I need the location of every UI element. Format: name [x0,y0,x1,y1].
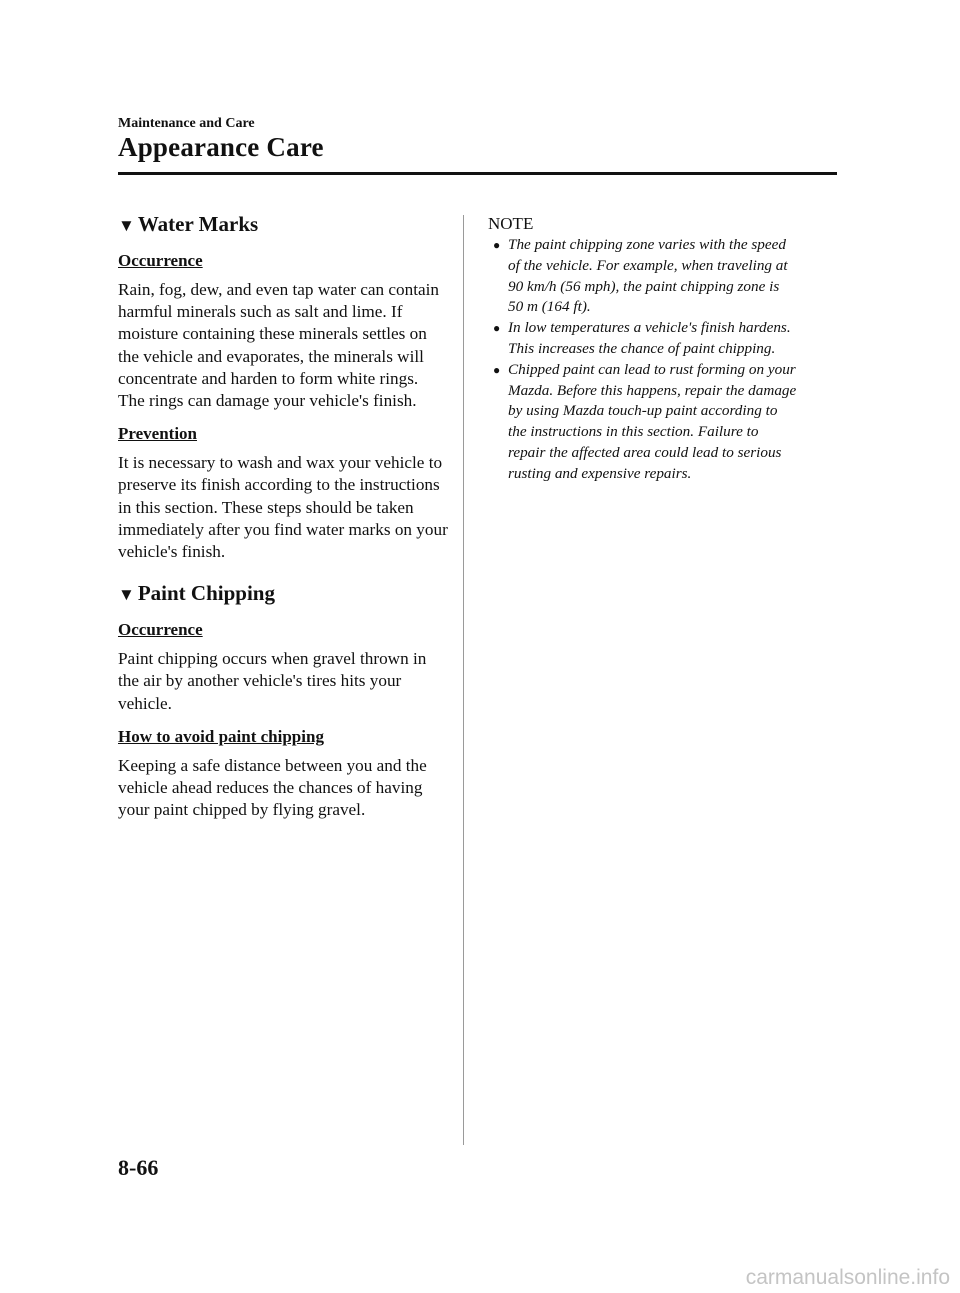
paint-chipping-heading [118,579,448,609]
note-item: ● Chipped paint can lead to rust forming on your Mazda. Before this happens, repair the damage by using Mazda touch-up paint according to the instructions in this section. Failure to repair the affected area could lead to serious rusting and expensive repairs. [493,360,797,482]
avoid-chipping-text: Keeping a safe distance between you and the vehicle ahead reduces the chances of having your paint chipped by flying gravel. [118,755,427,820]
triangle-down-icon: ▼ [118,216,135,235]
water-marks-heading [118,210,448,240]
note-item: ● The paint chipping zone varies with the speed of the vehicle. For example, when traveling at 90 km/h (56 mph), the paint chipping zone is 50 m (164 ft). [493,236,788,316]
water-marks-heading-text: Water Marks [137,212,259,236]
column-divider [463,215,464,1145]
note-title: NOTE [488,214,534,233]
right-column [488,213,798,485]
section-label: Maintenance and Care [118,116,255,131]
avoid-chipping-label: How to avoid paint chipping [118,726,324,746]
paint-chipping-occurrence-label: Occurrence [118,620,203,640]
left-column [118,210,448,821]
triangle-down-icon: ▼ [118,585,135,605]
water-marks-prevention-text: It is necessary to wash and wax your vehicle to preserve its finish according to the instructions in this section. These steps should be taken immediately after you find water marks on your vehicle's finish. [118,453,448,562]
paint-chipping-occurrence-text: Paint chipping occurs when gravel thrown in the air by another vehicle's tires hits your vehicle. [118,649,427,713]
note-item: ● In low temperatures a vehicle's finish hardens. This increases the chance of paint chipping. [493,319,791,357]
header-rule [118,172,837,175]
water-marks-occurrence-label: Occurrence [118,251,203,270]
watermark: carmanualsonline.info [745,1266,950,1289]
page-title: Appearance Care [118,132,324,162]
water-marks-occurrence-text: Rain, fog, dew, and even tap water can contain harmful minerals such as salt and lime. If moisture containing these minerals settles on the vehicle and evaporates, the minerals will concentrate and harden to form white rings. The rings can damage your vehicle's finish. [118,280,440,411]
bullet-icon: ● [493,362,501,377]
paint-chipping-heading-text: Paint Chipping [137,581,275,606]
note-list [488,235,798,485]
bullet-icon: ● [493,321,501,336]
water-marks-prevention-label: Prevention [118,424,198,444]
page-number: 8-66 [118,1155,159,1180]
bullet-icon: ● [493,238,501,252]
